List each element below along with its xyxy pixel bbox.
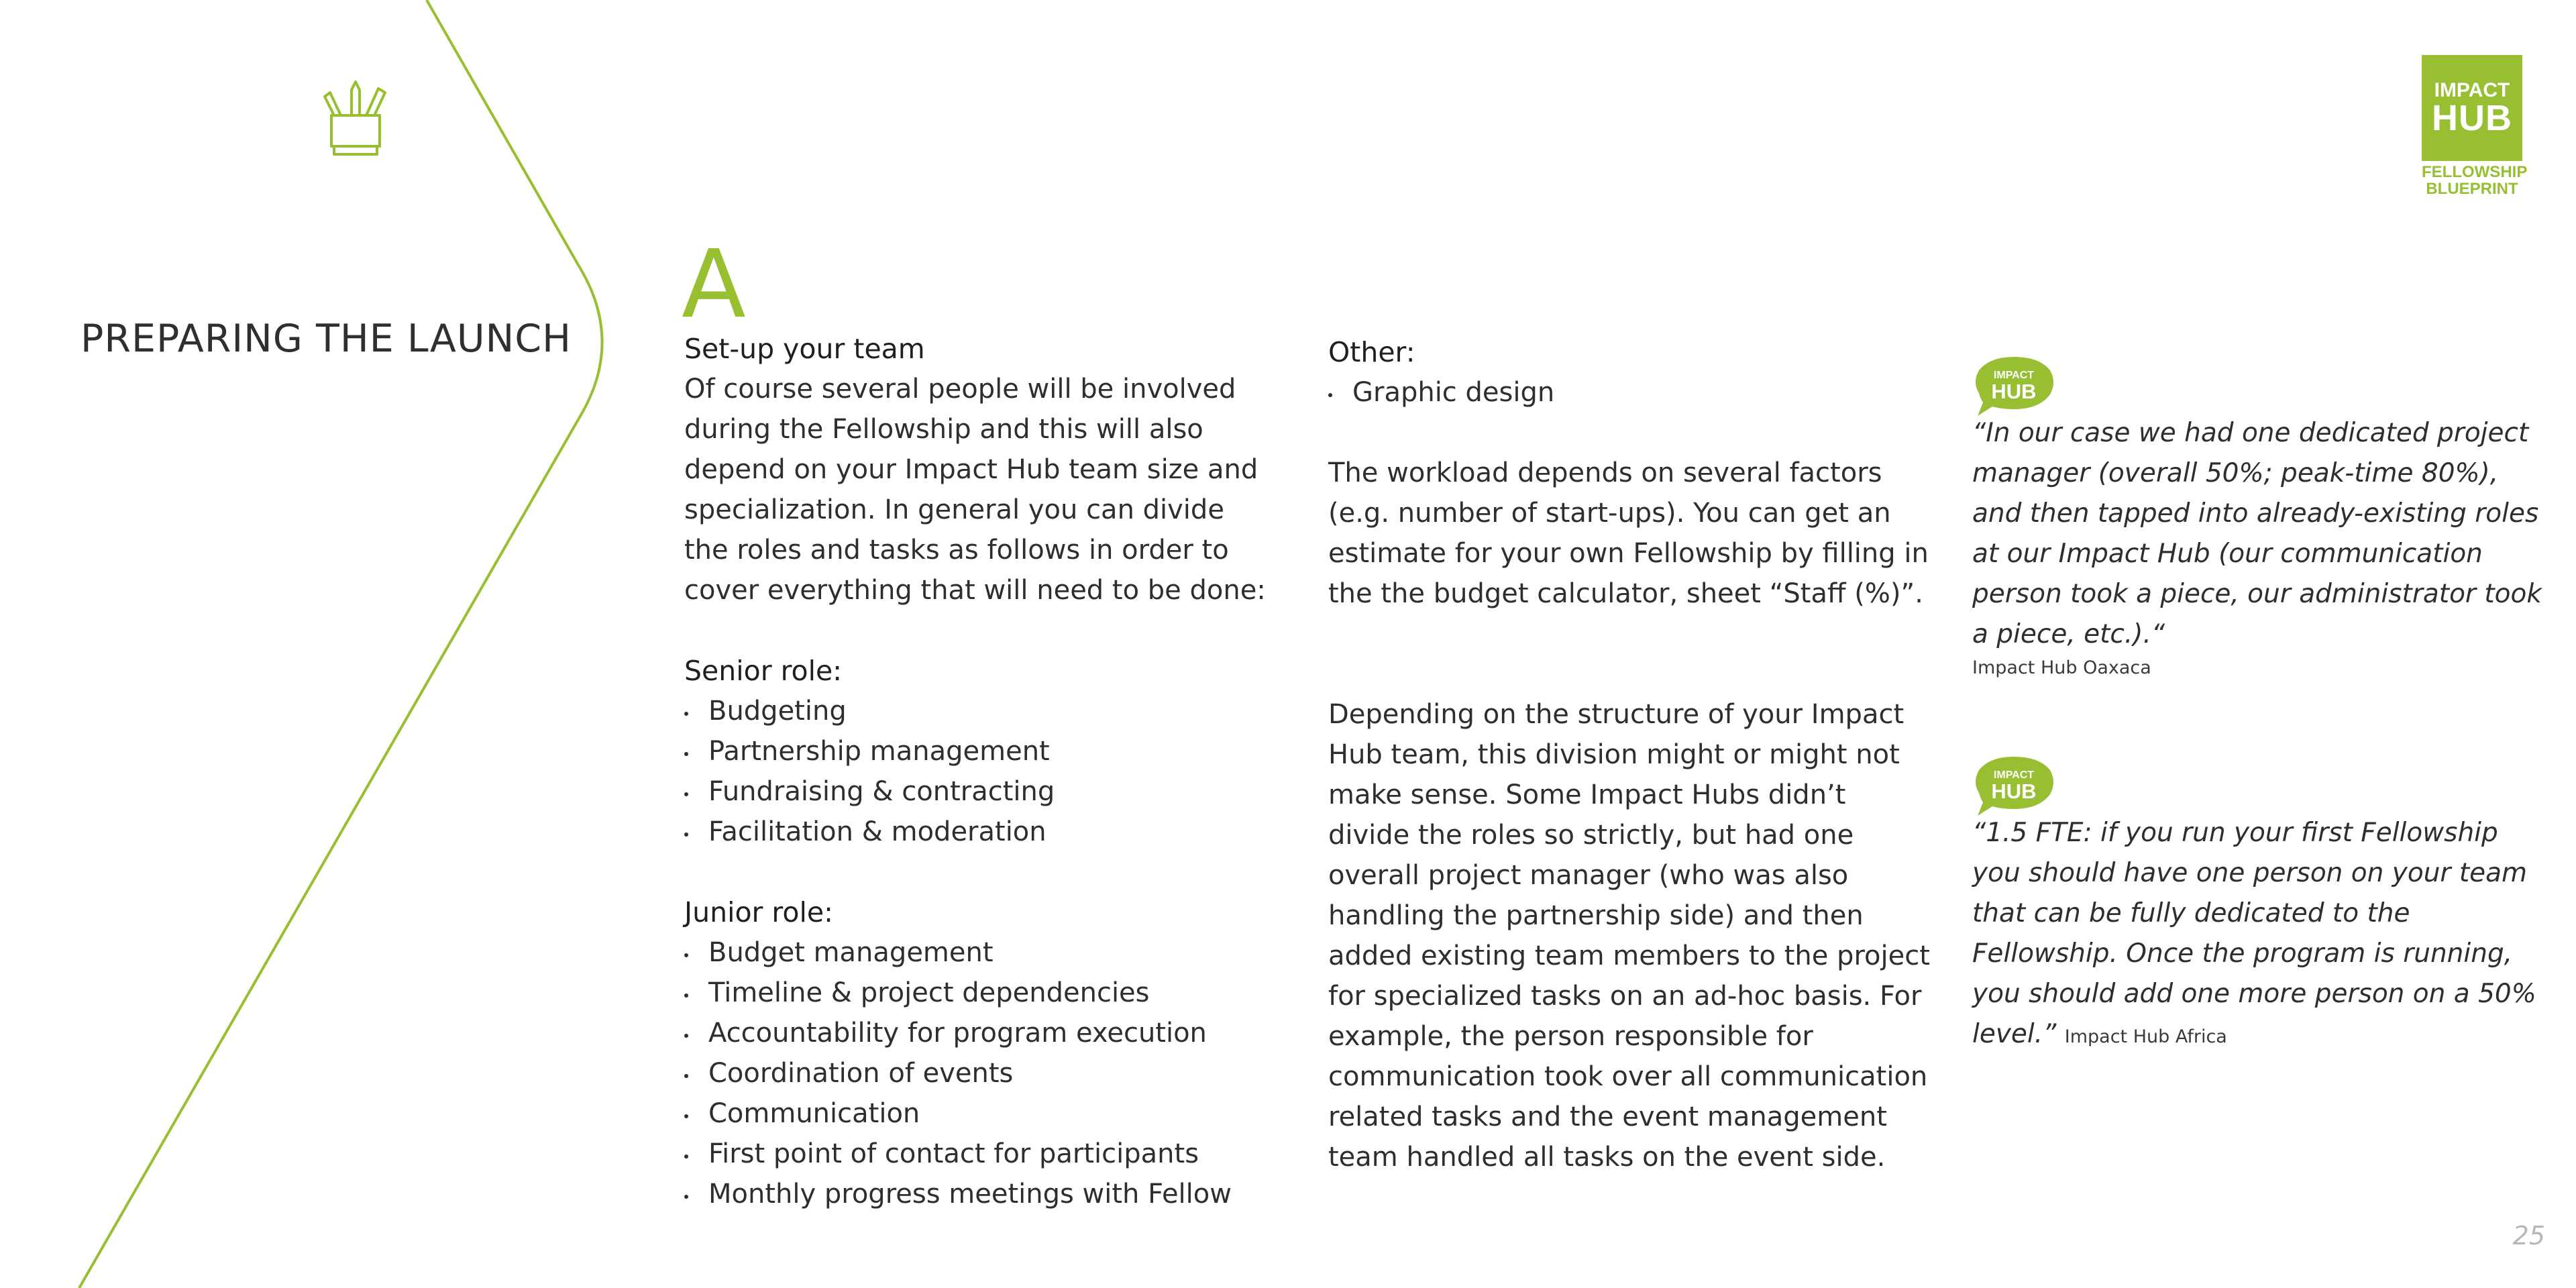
logo-sub-line1: FELLOWSHIP xyxy=(2422,163,2528,181)
list-item: Coordination of events xyxy=(684,1053,1275,1093)
logo-mark xyxy=(2422,55,2522,161)
badge-line2: HUB xyxy=(1991,780,2037,803)
badge-line2: HUB xyxy=(1991,380,2037,403)
pencil-cup-icon xyxy=(321,80,390,158)
workload-paragraph: The workload depends on several factors (e.g. number of start-ups). You can get an estimate for your own Fellowship by filling in the the budget calculator, sheet “Staff (%)”. xyxy=(1328,458,1929,609)
list-item: Timeline & project dependencies xyxy=(684,973,1275,1013)
logo-line1: IMPACT xyxy=(2434,79,2510,101)
structure-paragraph: Depending on the structure of your Impact Hub team, this division might or might not make sense. Some Impact Hubs didn’t divide the roles so strictly, but had one overall project manager (who was also handling the partnership side) and then added existing team members to the project for specialized tasks on an ad-hoc basis. For example, the person responsible for communication took over all communication related tasks and the event management team handled all tasks on the event side. xyxy=(1328,699,1930,1173)
column-team-setup xyxy=(682,230,1275,1214)
impact-hub-bubble-icon xyxy=(1972,356,2055,417)
quote-source: Impact Hub Africa xyxy=(2064,1026,2227,1047)
page-number: 25 xyxy=(2512,1221,2545,1250)
impact-hub-logo xyxy=(2422,55,2528,198)
list-item: Graphic design xyxy=(1328,372,1932,413)
senior-role-list xyxy=(684,691,1275,852)
junior-role-label: Junior role: xyxy=(684,896,833,928)
list-item: Monthly progress meetings with Fellow xyxy=(684,1174,1275,1214)
column-quotes xyxy=(1972,356,2542,1055)
logo-subtitle xyxy=(2422,163,2528,198)
quote-text-body: “1.5 FTE: if you run your first Fellowship you should have one person on your team that can be fully dedicated to the Fellowship. Once the program is running, you should add one more person on a 50% level.” xyxy=(1972,818,2536,1049)
column-other-roles xyxy=(1328,332,1932,1177)
list-item: First point of contact for participants xyxy=(684,1134,1275,1174)
team-heading: Set-up your team xyxy=(684,333,925,365)
other-role-label: Other: xyxy=(1328,336,1415,368)
list-item: Accountability for program execution xyxy=(684,1013,1275,1053)
list-item: Budgeting xyxy=(684,691,1275,731)
logo-sub-line2: BLUEPRINT xyxy=(2426,180,2518,198)
quote-text: “In our case we had one dedicated project manager (overall 50%; peak-time 80%), and then tapped into already-existing roles at our Impact Hub (our communication person took a piece, our administrator took a piece, etc.).“ xyxy=(1972,418,2542,649)
list-item: Partnership management xyxy=(684,731,1275,771)
badge-line1: IMPACT xyxy=(1993,769,2035,781)
list-item: Communication xyxy=(684,1093,1275,1134)
quote-source: Impact Hub Oaxaca xyxy=(1972,657,2151,678)
other-role-list xyxy=(1328,372,1932,413)
logo-line2: HUB xyxy=(2432,98,2512,138)
junior-role-list xyxy=(684,932,1275,1214)
impact-hub-bubble-icon xyxy=(1972,755,2055,817)
senior-role-label: Senior role: xyxy=(684,655,843,687)
list-item: Facilitation & moderation xyxy=(684,812,1275,852)
badge-line1: IMPACT xyxy=(1993,370,2035,381)
list-item: Fundraising & contracting xyxy=(684,771,1275,812)
section-title: PREPARING THE LAUNCH xyxy=(80,317,572,361)
quote-africa xyxy=(1972,755,2542,1055)
list-item: Budget management xyxy=(684,932,1275,973)
quote-text xyxy=(1972,813,2542,1055)
section-letter: A xyxy=(682,230,746,339)
quote-oaxaca xyxy=(1972,356,2542,682)
team-intro: Of course several people will be involved during the Fellowship and this will also depend on your Impact Hub team size and specialization. In general you can divide the roles and tasks as follows in order to cover everything that will need to be done: xyxy=(684,374,1266,606)
